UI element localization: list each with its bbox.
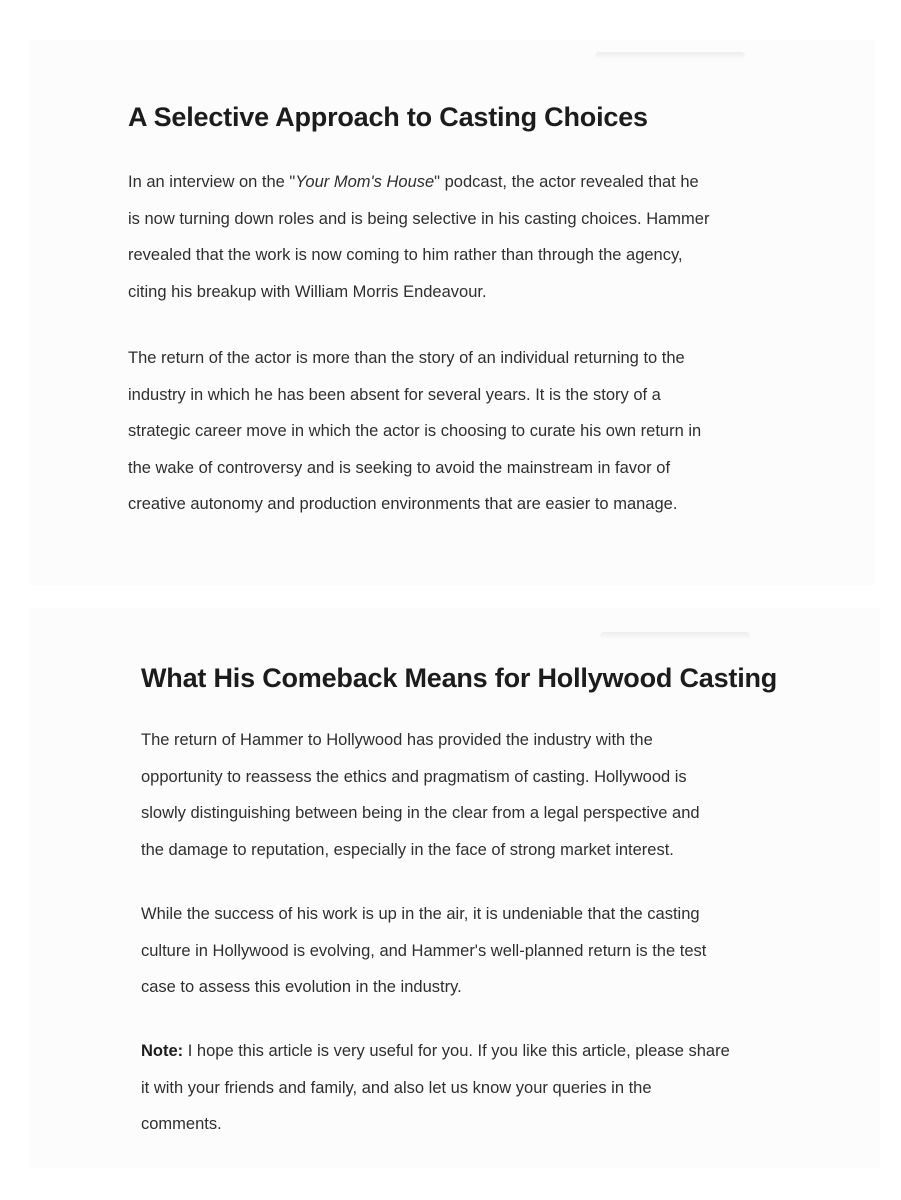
text-fragment: " podcast, the actor revealed that he [434,173,699,191]
text-line [141,1033,831,1070]
text-line: is now turning down roles and is being selective in his casting choices. Hammer [128,209,710,228]
text-line: The return of the actor is more than the story of an individual returning to the [128,349,685,367]
text-line: culture in Hollywood is evolving, and Hammer's well-planned return is the test [141,941,707,960]
text-line: strategic career move in which the actor is choosing to curate his own return in [128,422,702,440]
paragraph-casting-culture [141,896,831,1006]
text-line: the damage to reputation, especially in the face of strong market interest. [141,840,674,859]
section-heading-hollywood-casting: What His Comeback Means for Hollywood Casting [141,663,778,693]
text-line: While the success of his work is up in the air, it is undeniable that the casting [141,905,700,923]
card-shadow [595,52,745,60]
text-line: case to assess this evolution in the industry. [141,978,462,996]
text-line: The return of Hammer to Hollywood has provided the industry with the [141,731,653,749]
text-line: slowly distinguishing between being in the clear from a legal perspective and [141,804,700,822]
note-label: Note: [141,1042,184,1060]
text-line: citing his breakup with William Morris Endeavour. [128,282,487,301]
text-line: comments. [141,1115,222,1133]
card-shadow [600,632,750,640]
paragraph-selective-approach [128,164,818,310]
text-line [128,164,818,201]
section-heading-casting-choices: A Selective Approach to Casting Choices [128,102,648,132]
text-fragment: I hope this article is very useful for you. If you like this article, please share [183,1042,730,1060]
text-line: revealed that the work is now coming to him rather than through the agency, [128,246,683,264]
paragraph-return-story [128,340,818,523]
text-fragment: In an interview on the " [128,173,296,191]
podcast-title: Your Mom's House [295,173,435,191]
note-paragraph [141,1033,831,1143]
text-line: creative autonomy and production environments that are easier to manage. [128,495,678,513]
text-line: the wake of controversy and is seeking to avoid the mainstream in favor of [128,458,671,477]
text-line: industry in which he has been absent for several years. It is the story of a [128,385,661,404]
text-line: it with your friends and family, and also let us know your queries in the [141,1078,652,1097]
text-line: opportunity to reassess the ethics and pragmatism of casting. Hollywood is [141,767,687,786]
paragraph-industry-reassess [141,722,831,868]
